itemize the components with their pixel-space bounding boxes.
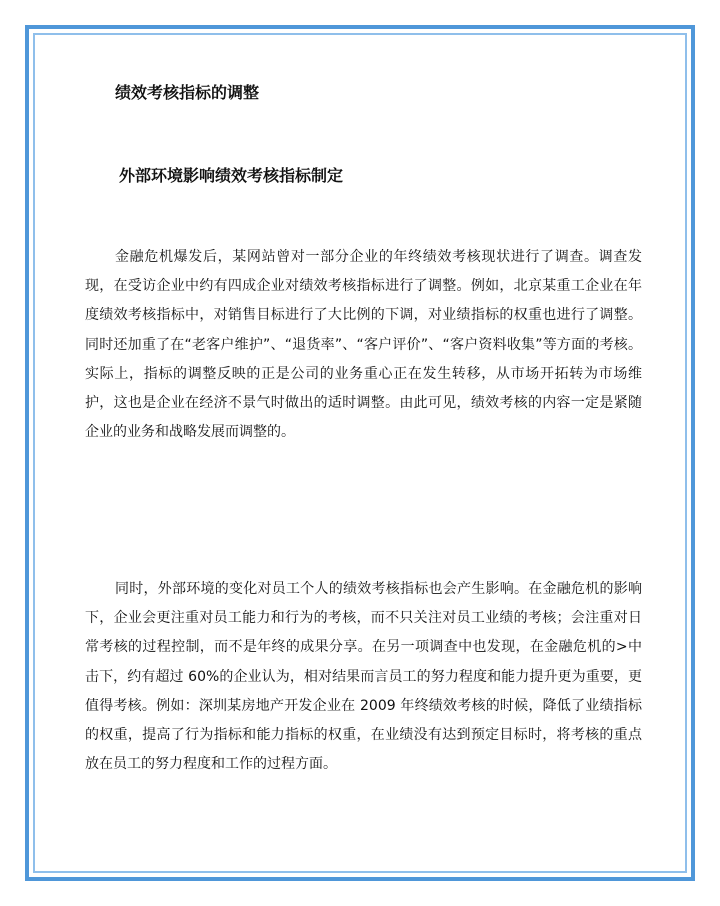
paragraph-2: 同时，外部环境的变化对员工个人的绩效考核指标也会产生影响。在金融危机的影响下，企业会更注重对员工能力和行为的考核，而不只关注对员工业绩的考核；会注重对日常考核的过程控制，而不是年终的成果分享。在另一项调查中也发现，在金融危机的>中击下，约有超过 60%的企业认为，相对结果而言员工的努力程度和能力提升更为重要，更值得考核。例如：深圳某房地产开发企业在 2009 年终绩效考核的时候，降低了业绩指标的权重，提高了行为指标和能力指标的权重，在业绩没有达到预定目标时，将考核的重点放在员工的努力程度和工作的过程方面。 — [85, 581, 642, 773]
document-heading: 绩效考核指标的调整 — [115, 83, 260, 102]
section-subheading: 外部环境影响绩效考核指标制定 — [119, 166, 344, 185]
paragraph-1: 金融危机爆发后，某网站曾对一部分企业的年终绩效考核现状进行了调查。调查发现，在受访企业中约有四成企业对绩效考核指标进行了调整。例如，北京某重工企业在年度绩效考核指标中，对销售目标进行了大比例的下调，对业绩指标的权重也进行了调整。同时还加重了在“老客户维护”、“退货率”、“客户评价”、“客户资料收集”等方面的考核。实际上，指标的调整反映的正是公司的业务重心正在发生转移，从市场开拓转为市场维护，这也是企业在经济不景气时做出的适时调整。由此可见，绩效考核的内容一定是紧随企业的业务和战略发展而调整的。 — [85, 249, 642, 441]
